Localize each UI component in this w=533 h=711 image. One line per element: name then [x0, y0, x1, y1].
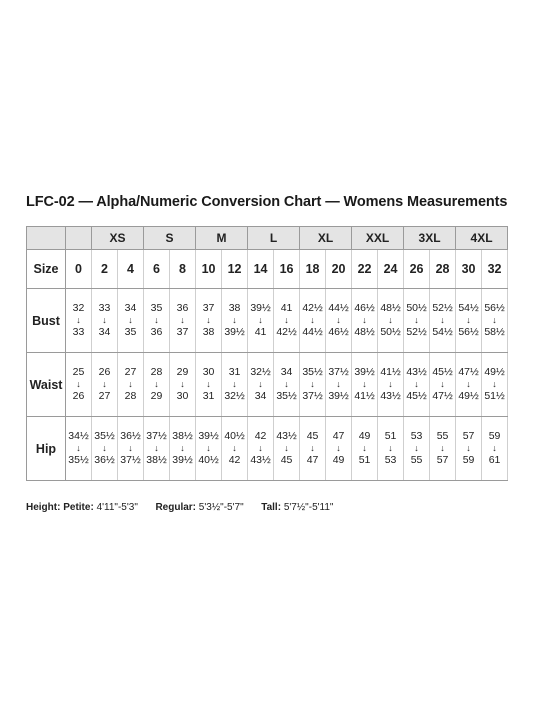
waist-row	[27, 353, 508, 417]
range-end: 36	[150, 326, 163, 338]
measurement-cell	[430, 353, 456, 417]
range-start: 32	[72, 302, 85, 314]
measurement-cell	[274, 417, 300, 481]
range-end: 57	[436, 454, 449, 466]
down-arrow-icon: ↓	[154, 443, 159, 453]
down-arrow-icon: ↓	[232, 443, 237, 453]
measurement-cell	[170, 417, 196, 481]
range-start: 28	[150, 366, 163, 378]
measurement-cell	[404, 353, 430, 417]
down-arrow-icon: ↓	[258, 379, 263, 389]
down-arrow-icon: ↓	[128, 379, 133, 389]
range-end: 30	[176, 390, 189, 402]
down-arrow-icon: ↓	[466, 443, 471, 453]
range-end: 41½	[354, 390, 375, 402]
range-end: 45½	[406, 390, 427, 402]
down-arrow-icon: ↓	[102, 379, 107, 389]
range-start: 55	[436, 430, 449, 442]
range-start: 56½	[484, 302, 505, 314]
down-arrow-icon: ↓	[466, 315, 471, 325]
range-end: 28	[124, 390, 137, 402]
down-arrow-icon: ↓	[414, 315, 419, 325]
page-title: LFC-02 — Alpha/Numeric Conversion Chart — Womens Measurements	[26, 194, 508, 210]
range-end: 47½	[432, 390, 453, 402]
numeric-size-cell: 32	[482, 250, 508, 289]
alpha-size-header: XS	[92, 227, 144, 250]
down-arrow-icon: ↓	[388, 443, 393, 453]
down-arrow-icon: ↓	[388, 315, 393, 325]
range-start: 52½	[432, 302, 453, 314]
measurement-cell	[430, 417, 456, 481]
range-start: 47½	[458, 366, 479, 378]
alpha-blank-cell	[66, 227, 92, 250]
numeric-size-cell: 18	[300, 250, 326, 289]
alpha-size-header: 3XL	[404, 227, 456, 250]
down-arrow-icon: ↓	[336, 315, 341, 325]
measurement-cell	[196, 353, 222, 417]
range-end: 40½	[198, 454, 219, 466]
range-end: 61	[488, 454, 501, 466]
numeric-size-cell: 26	[404, 250, 430, 289]
range-start: 36	[176, 302, 189, 314]
measurement-cell	[118, 353, 144, 417]
down-arrow-icon: ↓	[362, 315, 367, 325]
range-start: 34½	[68, 430, 89, 442]
range-end: 53	[384, 454, 397, 466]
range-start: 41½	[380, 366, 401, 378]
numeric-size-cell: 30	[456, 250, 482, 289]
range-end: 44½	[302, 326, 323, 338]
numeric-size-row	[27, 250, 508, 289]
measurement-cell	[352, 353, 378, 417]
range-start: 38	[228, 302, 241, 314]
numeric-size-cell: 20	[326, 250, 352, 289]
measurement-cell	[430, 289, 456, 353]
down-arrow-icon: ↓	[414, 443, 419, 453]
range-end: 34	[98, 326, 111, 338]
measurement-cell	[248, 417, 274, 481]
range-end: 37½	[302, 390, 323, 402]
range-start: 34	[280, 366, 293, 378]
measurement-cell	[456, 353, 482, 417]
measurement-cell	[326, 353, 352, 417]
petite-label: Height: Petite:	[26, 502, 94, 513]
range-start: 42	[254, 430, 267, 442]
bust-row	[27, 289, 508, 353]
measurement-cell	[66, 289, 92, 353]
range-end: 37½	[120, 454, 141, 466]
range-end: 42	[228, 454, 241, 466]
measurement-cell	[404, 289, 430, 353]
measurement-cell	[92, 353, 118, 417]
range-start: 37½	[146, 430, 167, 442]
down-arrow-icon: ↓	[414, 379, 419, 389]
size-row-label: Size	[27, 250, 66, 289]
down-arrow-icon: ↓	[102, 315, 107, 325]
petite-value: 4'11"-5'3"	[96, 502, 138, 513]
range-start: 54½	[458, 302, 479, 314]
measurement-cell	[482, 417, 508, 481]
down-arrow-icon: ↓	[76, 379, 81, 389]
range-end: 39½	[172, 454, 193, 466]
measurement-cell	[170, 353, 196, 417]
tall-label: Tall:	[261, 502, 282, 513]
range-start: 40½	[224, 430, 245, 442]
measurement-cell	[378, 289, 404, 353]
down-arrow-icon: ↓	[154, 315, 159, 325]
range-start: 42½	[302, 302, 323, 314]
down-arrow-icon: ↓	[336, 443, 341, 453]
range-start: 51	[384, 430, 397, 442]
range-end: 34	[254, 390, 267, 402]
down-arrow-icon: ↓	[284, 443, 289, 453]
down-arrow-icon: ↓	[388, 379, 393, 389]
measurement-cell	[300, 289, 326, 353]
measurement-cell	[222, 353, 248, 417]
down-arrow-icon: ↓	[258, 315, 263, 325]
down-arrow-icon: ↓	[362, 379, 367, 389]
range-end: 35	[124, 326, 137, 338]
alpha-size-header: S	[144, 227, 196, 250]
down-arrow-icon: ↓	[206, 443, 211, 453]
range-start: 37½	[328, 366, 349, 378]
down-arrow-icon: ↓	[440, 315, 445, 325]
measurement-cell	[66, 353, 92, 417]
down-arrow-icon: ↓	[76, 315, 81, 325]
down-arrow-icon: ↓	[258, 443, 263, 453]
down-arrow-icon: ↓	[440, 443, 445, 453]
down-arrow-icon: ↓	[492, 379, 497, 389]
range-end: 48½	[354, 326, 375, 338]
down-arrow-icon: ↓	[284, 379, 289, 389]
numeric-size-cell: 22	[352, 250, 378, 289]
hip-row	[27, 417, 508, 481]
down-arrow-icon: ↓	[232, 379, 237, 389]
range-end: 45	[280, 454, 293, 466]
range-start: 35½	[302, 366, 323, 378]
measurement-row-label: Hip	[27, 417, 66, 481]
down-arrow-icon: ↓	[362, 443, 367, 453]
regular-label: Regular:	[155, 502, 197, 513]
alpha-size-header: L	[248, 227, 300, 250]
range-end: 35½	[276, 390, 297, 402]
numeric-size-cell: 0	[66, 250, 92, 289]
range-start: 30	[202, 366, 215, 378]
range-end: 27	[98, 390, 111, 402]
measurement-cell	[248, 353, 274, 417]
down-arrow-icon: ↓	[128, 315, 133, 325]
measurement-cell	[352, 417, 378, 481]
numeric-size-cell: 24	[378, 250, 404, 289]
range-end: 56½	[458, 326, 479, 338]
range-end: 43½	[380, 390, 401, 402]
range-start: 57	[462, 430, 475, 442]
range-end: 39½	[224, 326, 245, 338]
range-start: 45	[306, 430, 319, 442]
down-arrow-icon: ↓	[310, 379, 315, 389]
range-start: 46½	[354, 302, 375, 314]
down-arrow-icon: ↓	[180, 443, 185, 453]
measurement-cell	[300, 417, 326, 481]
regular-value: 5'3½"-5'7"	[198, 502, 244, 513]
range-end: 49½	[458, 390, 479, 402]
range-end: 59	[462, 454, 475, 466]
range-end: 33	[72, 326, 85, 338]
range-start: 48½	[380, 302, 401, 314]
down-arrow-icon: ↓	[336, 379, 341, 389]
numeric-size-cell: 8	[170, 250, 196, 289]
measurement-row-label: Bust	[27, 289, 66, 353]
measurement-cell	[456, 417, 482, 481]
range-start: 49½	[484, 366, 505, 378]
tall-value: 5'7½"-5'11"	[283, 502, 334, 513]
range-start: 50½	[406, 302, 427, 314]
measurement-cell	[92, 289, 118, 353]
range-start: 44½	[328, 302, 349, 314]
range-start: 35½	[94, 430, 115, 442]
range-start: 35	[150, 302, 163, 314]
range-end: 41	[254, 326, 267, 338]
range-end: 35½	[68, 454, 89, 466]
measurement-cell	[144, 353, 170, 417]
down-arrow-icon: ↓	[102, 443, 107, 453]
down-arrow-icon: ↓	[76, 443, 81, 453]
numeric-size-cell: 12	[222, 250, 248, 289]
measurement-cell	[248, 289, 274, 353]
range-start: 47	[332, 430, 345, 442]
down-arrow-icon: ↓	[492, 443, 497, 453]
alpha-size-header: M	[196, 227, 248, 250]
measurement-cell	[352, 289, 378, 353]
corner-cell	[27, 227, 66, 250]
range-end: 31	[202, 390, 215, 402]
measurement-cell	[378, 417, 404, 481]
range-end: 43½	[250, 454, 271, 466]
measurement-cell	[144, 289, 170, 353]
range-end: 29	[150, 390, 163, 402]
measurement-cell	[196, 417, 222, 481]
down-arrow-icon: ↓	[440, 379, 445, 389]
numeric-size-cell: 28	[430, 250, 456, 289]
range-start: 38½	[172, 430, 193, 442]
down-arrow-icon: ↓	[206, 379, 211, 389]
range-end: 58½	[484, 326, 505, 338]
measurement-cell	[482, 353, 508, 417]
numeric-size-cell: 4	[118, 250, 144, 289]
range-end: 39½	[328, 390, 349, 402]
size-conversion-table	[26, 226, 508, 481]
numeric-size-cell: 14	[248, 250, 274, 289]
range-start: 25	[72, 366, 85, 378]
down-arrow-icon: ↓	[180, 379, 185, 389]
range-start: 43½	[406, 366, 427, 378]
measurement-cell	[144, 417, 170, 481]
range-start: 39½	[198, 430, 219, 442]
range-start: 53	[410, 430, 423, 442]
down-arrow-icon: ↓	[310, 315, 315, 325]
range-start: 49	[358, 430, 371, 442]
range-start: 41	[280, 302, 293, 314]
down-arrow-icon: ↓	[232, 315, 237, 325]
down-arrow-icon: ↓	[206, 315, 211, 325]
range-end: 54½	[432, 326, 453, 338]
range-start: 37	[202, 302, 215, 314]
measurement-cell	[274, 353, 300, 417]
range-end: 38	[202, 326, 215, 338]
range-start: 26	[98, 366, 111, 378]
range-end: 32½	[224, 390, 245, 402]
range-end: 37	[176, 326, 189, 338]
range-end: 36½	[94, 454, 115, 466]
down-arrow-icon: ↓	[492, 315, 497, 325]
range-end: 52½	[406, 326, 427, 338]
alpha-size-header: 4XL	[456, 227, 508, 250]
down-arrow-icon: ↓	[180, 315, 185, 325]
range-start: 32½	[250, 366, 271, 378]
measurement-cell	[378, 353, 404, 417]
measurement-cell	[222, 417, 248, 481]
range-end: 51½	[484, 390, 505, 402]
range-start: 29	[176, 366, 189, 378]
down-arrow-icon: ↓	[310, 443, 315, 453]
alpha-size-row	[27, 227, 508, 250]
alpha-size-header: XXL	[352, 227, 404, 250]
range-end: 42½	[276, 326, 297, 338]
numeric-size-cell: 10	[196, 250, 222, 289]
down-arrow-icon: ↓	[466, 379, 471, 389]
range-end: 26	[72, 390, 85, 402]
range-start: 43½	[276, 430, 297, 442]
range-start: 59	[488, 430, 501, 442]
numeric-size-cell: 6	[144, 250, 170, 289]
measurement-cell	[482, 289, 508, 353]
numeric-size-cell: 16	[274, 250, 300, 289]
measurement-cell	[222, 289, 248, 353]
range-end: 47	[306, 454, 319, 466]
range-end: 55	[410, 454, 423, 466]
range-end: 38½	[146, 454, 167, 466]
range-end: 49	[332, 454, 345, 466]
down-arrow-icon: ↓	[128, 443, 133, 453]
range-end: 51	[358, 454, 371, 466]
measurement-cell	[300, 353, 326, 417]
range-start: 45½	[432, 366, 453, 378]
measurement-cell	[92, 417, 118, 481]
measurement-cell	[118, 417, 144, 481]
measurement-cell	[274, 289, 300, 353]
range-start: 39½	[250, 302, 271, 314]
range-start: 36½	[120, 430, 141, 442]
measurement-cell	[66, 417, 92, 481]
down-arrow-icon: ↓	[284, 315, 289, 325]
measurement-cell	[196, 289, 222, 353]
alpha-size-header: XL	[300, 227, 352, 250]
range-start: 34	[124, 302, 137, 314]
measurement-cell	[404, 417, 430, 481]
down-arrow-icon: ↓	[154, 379, 159, 389]
range-start: 39½	[354, 366, 375, 378]
range-start: 33	[98, 302, 111, 314]
measurement-row-label: Waist	[27, 353, 66, 417]
range-start: 31	[228, 366, 241, 378]
numeric-size-cell: 2	[92, 250, 118, 289]
measurement-cell	[170, 289, 196, 353]
range-end: 46½	[328, 326, 349, 338]
measurement-cell	[118, 289, 144, 353]
measurement-cell	[326, 289, 352, 353]
measurement-cell	[456, 289, 482, 353]
range-start: 27	[124, 366, 137, 378]
height-legend	[26, 502, 333, 513]
measurement-cell	[326, 417, 352, 481]
range-end: 50½	[380, 326, 401, 338]
